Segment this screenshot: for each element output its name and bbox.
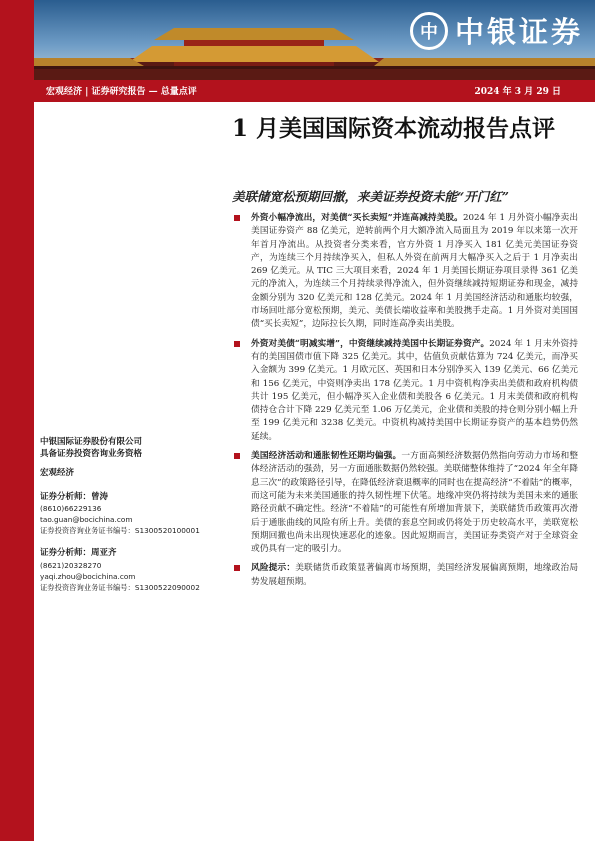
- bullet-text: 一方面高频经济数据仍然指向劳动力市场和整体经济活动的强劲，另一方面通胀数据仍然较强。美联储整体维持了“2024 年全年降息三次”的政策路径引导，在降低经济衰退概率的同时也在提高经济“不着陆”的概率，而这可能为未来美国通胀的持久韧性埋下伏笔。地缘冲突仍将持续为美国未来的通胀路径贡献不确定性。经济“不着陆”的可能性有所增加背景下，美联储货币政策再次滑后于通胀曲线的风险有所上升。美债的套息空间或仍将处于历史较高水平，美联宽松预期回撤也尚未出现快速恶化的迹象。因此短期而言，美国证券类资产对于全球资金或仍具有一定的吸引力。: [251, 451, 579, 555]
- analyst-email[interactable]: yaqi.zhou@bocichina.com: [40, 571, 136, 581]
- bullet-lead: 外资小幅净流出，对美债“买长卖短”并连高减持美股。: [251, 213, 463, 223]
- analyst-sidebar: [40, 436, 230, 593]
- bullet-lead: 风险提示：: [251, 563, 296, 574]
- bullet-square-icon: [234, 565, 240, 571]
- report-category: 宏观经济 | 证券研究报告 — 总量点评: [46, 87, 197, 97]
- analyst-cert: 证券投资咨询业务证书编号：S1300522090002: [40, 582, 200, 592]
- analyst-email[interactable]: tao.guan@bocichina.com: [40, 515, 133, 524]
- bullet-lead: 外资对美债“明减实增”，中资继续减持美国中长期证券资产。: [251, 338, 490, 349]
- org-qualification: 具备证券投资咨询业务资格: [40, 449, 143, 459]
- bullet-capital-flow: [232, 212, 578, 332]
- brand-name: 中银证券: [454, 15, 583, 49]
- bullet-risk-warning: [232, 562, 578, 589]
- bullet-treasury-holdings: [232, 338, 578, 444]
- analyst-cert: 证券投资咨询业务证书编号：S1300520100001: [40, 526, 200, 535]
- analyst-label: 证券分析师：周亚齐: [40, 548, 117, 558]
- header-banner: [34, 0, 595, 80]
- analyst-phone: (8610)66229136: [40, 504, 102, 513]
- report-title: 1 月美国国际资本流动报告点评: [232, 115, 556, 142]
- left-red-bar: [0, 0, 34, 841]
- report-date: 2024 年 3 月 29 日: [474, 87, 561, 97]
- bullet-square-icon: [234, 215, 240, 221]
- bullet-text: 美联储货币政策显著偏离市场预期，美国经济发展偏离预期，地缘政治局势发展超预期。: [251, 563, 579, 587]
- analyst-phone: (8621)20328270: [40, 560, 102, 570]
- org-name: 中银国际证券股份有限公司: [40, 437, 143, 447]
- bullet-text: 2024 年 1 月末外资持有的美国国债市值下降 325 亿美元。其中，估值负贡献估算为 724 亿美元，而净买入金额为 399 亿美元。1 月欧元区、英国和日本分别净买入 139 亿美元、66 亿美元和 156 亿美元，中资则净卖出 178 亿美元。1 月中资机构净卖出美债和政府机构债共计 195 亿美元，但小幅净买入企业债和美股各 6 亿美元。1 月末美债和政府机构债持仓合计下降 229 亿美元至 1.06 万亿美元，企业债和美股的持仓则分别小幅上升至 199 亿美元和 3238 亿美元。中资机构减持美国中长期证券资产的基本趋势仍然延续。: [251, 338, 578, 442]
- analyst-label: 证券分析师：曾涛: [40, 491, 109, 502]
- bullet-lead: 美国经济活动和通胀韧性还期均偏强。: [251, 451, 402, 462]
- bullet-square-icon: [234, 341, 240, 347]
- category-strip: [34, 80, 595, 102]
- brand-logo: [410, 10, 583, 51]
- boc-logo-icon: 中: [410, 12, 448, 50]
- bullet-square-icon: [234, 453, 240, 459]
- report-subtitle: 美联储宽松预期回撤，来美证券投资未能“开门红”: [232, 189, 509, 204]
- summary-bullets: [232, 212, 578, 595]
- bullet-text: 2024 年 1 月外资小幅净卖出美国证券资产 88 亿美元，逆转前两个月大额净流入局面且为 2019 年以来第一次开年首月净流出。从投资者分类来看，官方外资 1 月净买入 181 亿美元美国证券资产，为连续三个月持续净买入，但私人外资在前两月大幅净买入之后于 1 月净卖出 269 亿美元。从 TIC 三大项目来看，2024 年 1 月美国长期证券项目录得 361 亿美元的净流入，为连续三个月持续录得净流入，但外资继续减持短期证券和现金，减持金额分别为 320 亿美元和 128 亿美元。2024 年 1 月美国经济活动和通胀均较强，市场回吐部分宽松预期，美元、美债长端收益率和美股携手走高。1 月外资对美国国债“买长卖短”，边际拉长久期，同时连高净卖出美股。: [251, 213, 579, 330]
- sector-label: 宏观经济: [40, 468, 75, 478]
- bullet-economy-outlook: [232, 450, 578, 556]
